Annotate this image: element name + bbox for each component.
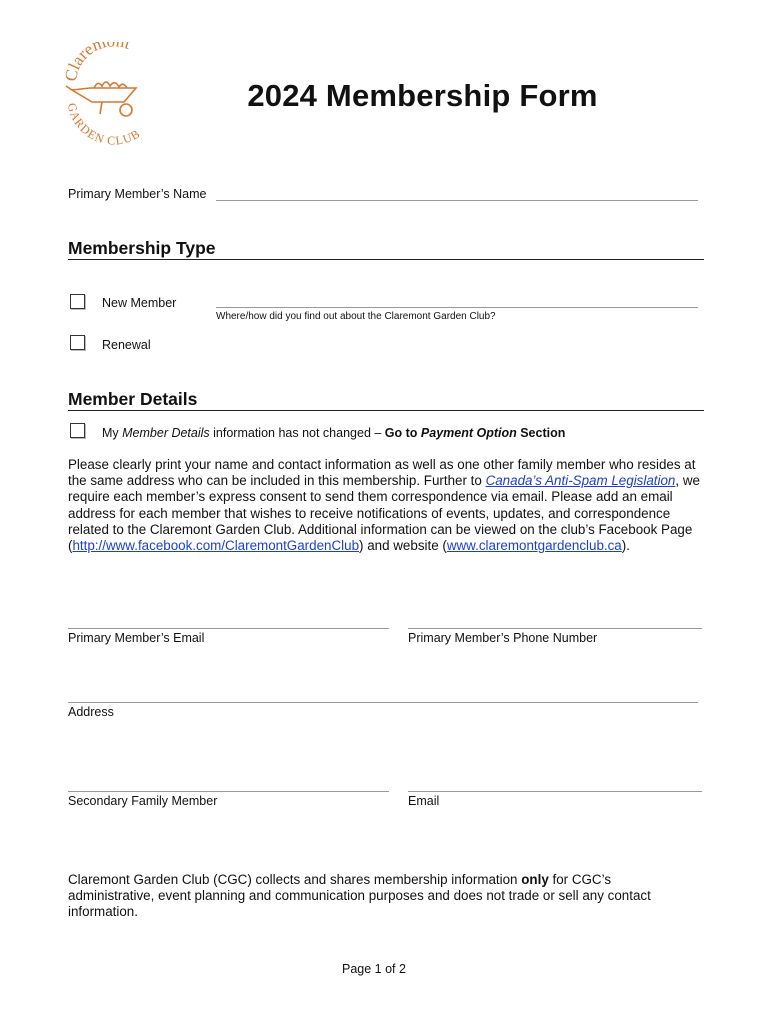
renewal-checkbox[interactable] bbox=[70, 335, 85, 350]
anti-spam-link[interactable]: Canada’s Anti-Spam Legislation bbox=[485, 473, 676, 489]
details-unchanged-checkbox[interactable] bbox=[70, 423, 85, 438]
secondary-email-line[interactable] bbox=[408, 791, 702, 792]
address-label: Address bbox=[68, 705, 114, 719]
find-out-label: Where/how did you find out about the Claremont Garden Club? bbox=[216, 311, 496, 322]
member-details-heading: Member Details bbox=[68, 389, 198, 409]
svg-text:Claremont bbox=[62, 42, 133, 83]
secondary-member-line[interactable] bbox=[68, 791, 389, 792]
page-number: Page 1 of 2 bbox=[342, 962, 406, 976]
phone-line[interactable] bbox=[408, 628, 702, 629]
primary-name-line[interactable] bbox=[216, 200, 698, 201]
email-line[interactable] bbox=[68, 628, 389, 629]
address-line[interactable] bbox=[68, 702, 698, 703]
new-member-label: New Member bbox=[102, 296, 177, 310]
logo-top-text: Clarem t bbox=[62, 42, 134, 83]
secondary-email-label: Email bbox=[408, 794, 440, 808]
divider bbox=[68, 259, 704, 260]
renewal-label: Renewal bbox=[102, 338, 151, 352]
website-link[interactable]: www.claremontgardenclub.ca bbox=[446, 538, 622, 554]
details-unchanged-label: My Member Details information has not changed – Go to Payment Option Section bbox=[102, 426, 566, 440]
secondary-member-label: Secondary Family Member bbox=[68, 794, 218, 808]
privacy-statement: Claremont Garden Club (CGC) collects and shares membership information only for CGC’s administrative, event planning and communication purposes and does not trade or sell any contact information. bbox=[68, 872, 651, 920]
new-member-checkbox[interactable] bbox=[70, 294, 85, 309]
instructions-paragraph: Please clearly print your name and contact information as well as one other family member who resides at the same address who can be included in this membership. Further to Canada’s Anti-Spam Legislation, we require each member’s express consent to send them correspondence via email. Please add an email address for each member that wishes to receive notifications of events, updates, and correspondence related to the Claremont Garden Club. Additional information can be viewed on the club’s Facebook Page (http://www.facebook.com/ClaremontGardenClub) and website (www.claremontgardenclub.ca). bbox=[68, 457, 700, 554]
logo-bottom-text: GARDEN CLUB bbox=[64, 101, 143, 148]
find-out-line[interactable] bbox=[216, 307, 698, 308]
membership-type-heading: Membership Type bbox=[68, 238, 216, 258]
divider bbox=[68, 410, 704, 411]
page-title: 2024 Membership Form bbox=[247, 78, 598, 113]
phone-label: Primary Member’s Phone Number bbox=[408, 631, 598, 645]
email-label: Primary Member’s Email bbox=[68, 631, 205, 645]
facebook-link[interactable]: http://www.facebook.com/ClaremontGardenClub bbox=[72, 538, 360, 554]
primary-name-label: Primary Member’s Name bbox=[68, 187, 207, 201]
